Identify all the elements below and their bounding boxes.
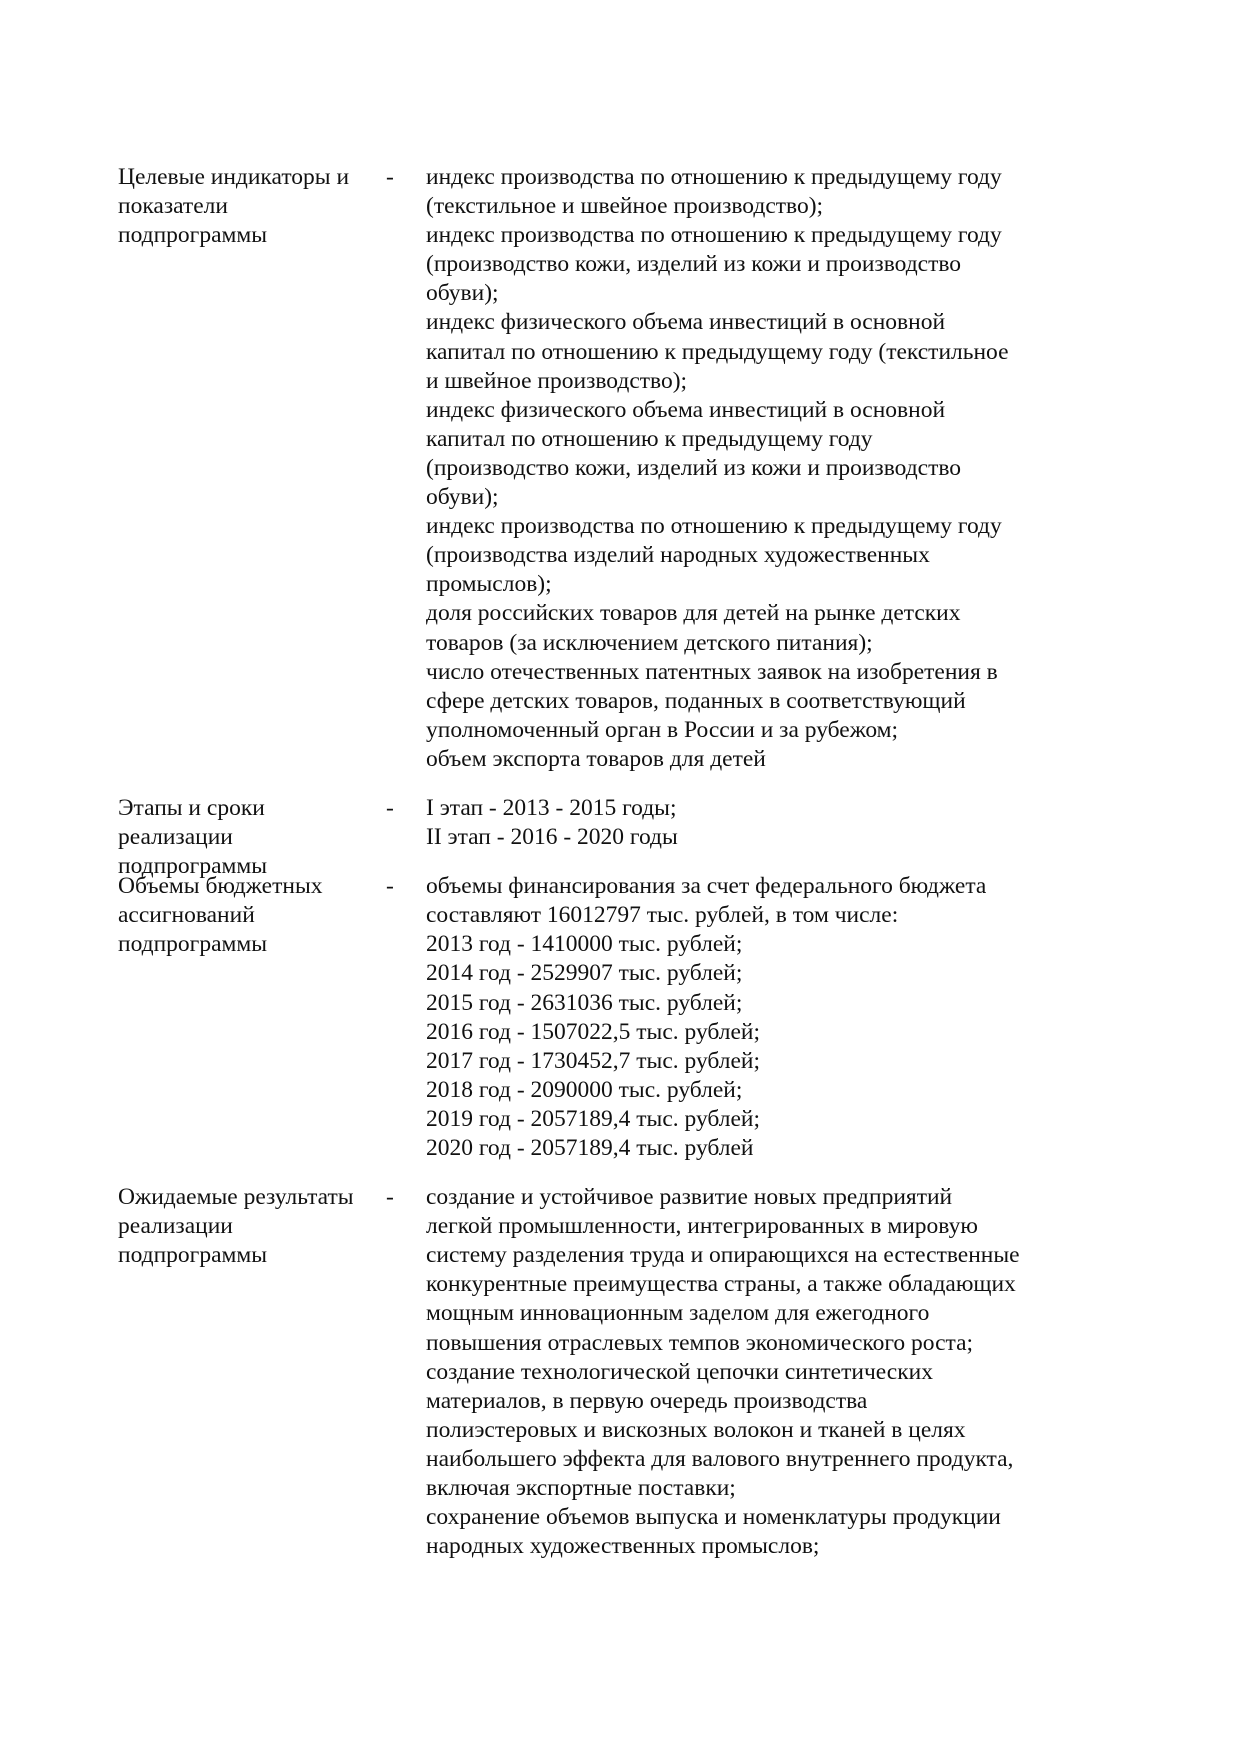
section-label <box>118 794 388 881</box>
content-line: капитал по отношению к предыдущему году (текстильное <box>426 338 1009 365</box>
section-label <box>118 1183 388 1270</box>
document-page <box>0 163 1240 1581</box>
content-line: капитал по отношению к предыдущему году <box>426 425 873 452</box>
content-line: индекс физического объема инвестиций в основной <box>426 396 946 423</box>
content-line: 2016 год - 1507022,5 тыс. рублей; <box>426 1018 761 1045</box>
content-line: (производства изделий народных художественных <box>426 542 930 569</box>
content-line: объем экспорта товаров для детей <box>426 745 766 772</box>
label-line: подпрограммы <box>118 853 268 880</box>
section-label <box>118 163 388 250</box>
content-line: доля российских товаров для детей на рынке детских <box>426 600 961 627</box>
content-line: конкурентные преимущества страны, а также обладающих <box>426 1271 1016 1298</box>
label-line: подпрограммы <box>118 1242 268 1269</box>
content-line: II этап - 2016 - 2020 годы <box>426 824 678 851</box>
content-line: материалов, в первую очередь производства <box>426 1387 868 1414</box>
content-line: индекс физического объема инвестиций в основной <box>426 309 946 336</box>
content-line: 2020 год - 2057189,4 тыс. рублей <box>426 1135 754 1161</box>
content-line: создание и устойчивое развитие новых предприятий <box>426 1184 953 1211</box>
content-line: сохранение объемов выпуска и номенклатуры продукции <box>426 1504 1001 1531</box>
content-line: индекс производства по отношению к предыдущему году <box>426 164 1002 190</box>
label-line: подпрограммы <box>118 222 268 249</box>
content-line: полиэстеровых и вискозных волокон и тканей в целях <box>426 1416 966 1443</box>
label-line: ассигнований <box>118 902 255 929</box>
section-dash: - <box>386 873 394 900</box>
passport-section <box>0 872 1240 1163</box>
content-line: 2013 год - 1410000 тыс. рублей; <box>426 931 743 958</box>
section-content <box>426 872 1240 1163</box>
label-line: подпрограммы <box>118 931 268 958</box>
content-line: создание технологической цепочки синтетических <box>426 1358 933 1385</box>
label-line: Объемы бюджетных <box>118 873 323 900</box>
content-line: товаров (за исключением детского питания); <box>426 629 873 656</box>
section-content <box>426 794 1240 852</box>
content-line: и швейное производство); <box>426 367 688 394</box>
section-dash: - <box>386 1184 394 1211</box>
passport-section <box>0 794 1240 880</box>
content-line: 2014 год - 2529907 тыс. рублей; <box>426 960 743 987</box>
content-line: индекс производства по отношению к предыдущему году <box>426 222 1002 249</box>
content-line: включая экспортные поставки; <box>426 1475 736 1502</box>
content-line: уполномоченный орган в России и за рубежом; <box>426 716 899 743</box>
section-dash: - <box>386 794 394 821</box>
content-line: 2015 год - 2631036 тыс. рублей; <box>426 989 743 1016</box>
content-line: I этап - 2013 - 2015 годы; <box>426 794 677 821</box>
content-line: обуви); <box>426 280 499 307</box>
content-line: составляют 16012797 тыс. рублей, в том числе: <box>426 902 899 929</box>
content-line: 2019 год - 2057189,4 тыс. рублей; <box>426 1105 761 1132</box>
passport-section <box>0 163 1240 774</box>
content-line: повышения отраслевых темпов экономического роста; <box>426 1329 974 1356</box>
content-line: 2018 год - 2090000 тыс. рублей; <box>426 1076 743 1103</box>
content-line: обуви); <box>426 484 499 511</box>
label-line: Этапы и сроки <box>118 794 265 821</box>
content-line: сфере детских товаров, поданных в соответствующий <box>426 687 966 714</box>
content-line: легкой промышленности, интегрированных в мировую <box>426 1213 978 1240</box>
label-line: Ожидаемые результаты <box>118 1184 354 1211</box>
content-line: наибольшего эффекта для валового внутреннего продукта, <box>426 1445 1014 1472</box>
passport-section <box>0 1183 1240 1561</box>
content-line: мощным инновационным заделом для ежегодного <box>426 1300 930 1327</box>
section-dash: - <box>386 164 394 190</box>
content-line: народных художественных промыслов; <box>426 1533 820 1560</box>
content-line: (производство кожи, изделий из кожи и производство <box>426 454 962 481</box>
label-line: показатели <box>118 193 228 220</box>
content-line: число отечественных патентных заявок на изобретения в <box>426 658 998 685</box>
section-content <box>426 163 1240 774</box>
section-content <box>426 1183 1240 1561</box>
content-line: (производство кожи, изделий из кожи и производство <box>426 251 962 278</box>
section-label <box>118 872 388 959</box>
label-line: реализации <box>118 824 233 851</box>
content-line: промыслов); <box>426 571 552 598</box>
content-line: индекс производства по отношению к предыдущему году <box>426 513 1002 540</box>
content-line: систему разделения труда и опирающихся на естественные <box>426 1242 1020 1269</box>
label-line: реализации <box>118 1213 233 1240</box>
content-line: объемы финансирования за счет федерального бюджета <box>426 873 987 900</box>
label-line: Целевые индикаторы и <box>118 164 350 190</box>
content-line: (текстильное и швейное производство); <box>426 193 824 220</box>
content-line: 2017 год - 1730452,7 тыс. рублей; <box>426 1047 761 1074</box>
